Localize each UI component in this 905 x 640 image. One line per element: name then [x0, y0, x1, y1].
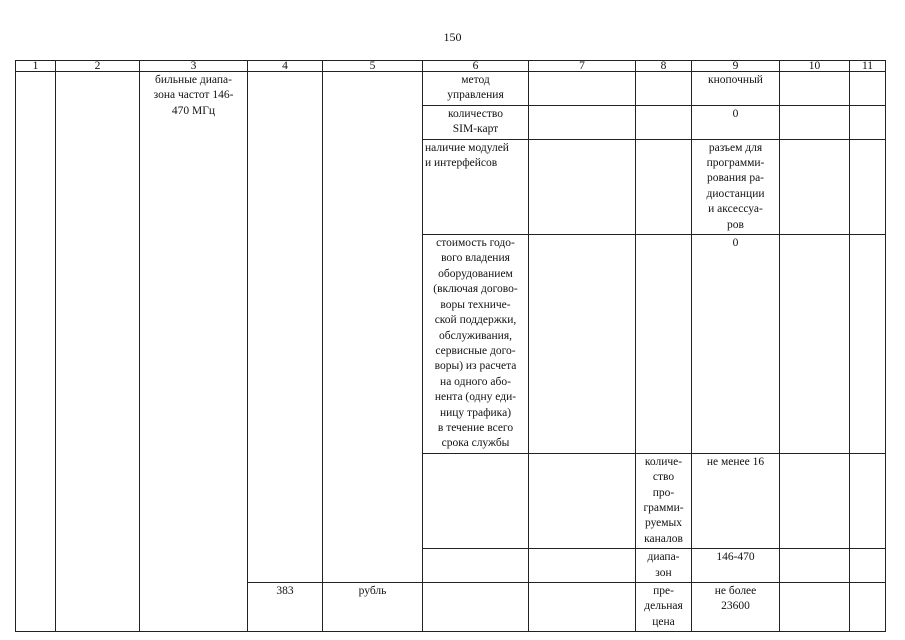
- empty-cell: [423, 453, 529, 548]
- empty-cell: [529, 453, 636, 548]
- characteristic-cell: стоимость годо- вого владения оборудованием (включая догово- воры техниче- ской поддержки, обслуживания, сервисные дого- воры) из расчета на одного або- нента (одну еди- ницу трафика) в течение всего срока службы: [423, 235, 529, 454]
- value-cell: кнопочный: [692, 72, 780, 106]
- column-number: 9: [692, 61, 780, 72]
- empty-cell: [780, 453, 850, 548]
- empty-cell: [636, 105, 692, 139]
- column-number: 8: [636, 61, 692, 72]
- empty-cell: [780, 235, 850, 454]
- empty-cell: [780, 105, 850, 139]
- table-row: [16, 72, 886, 106]
- column-number: 7: [529, 61, 636, 72]
- empty-cell: [636, 235, 692, 454]
- empty-cell: [850, 105, 886, 139]
- empty-cell: [850, 235, 886, 454]
- empty-cell: [850, 453, 886, 548]
- empty-cell: [529, 72, 636, 106]
- characteristic-cell: количество SIM-карт: [423, 105, 529, 139]
- empty-cell: [529, 235, 636, 454]
- item-name-cell: бильные диапа- зона частот 146- 470 МГц: [140, 72, 248, 632]
- code-cell: 383: [248, 583, 323, 632]
- empty-cell: [850, 72, 886, 106]
- requirement-cell: количе- ство про- грамми- руемых каналов: [636, 453, 692, 548]
- empty-cell: [780, 583, 850, 632]
- column-number: 11: [850, 61, 886, 72]
- column-number: 2: [56, 61, 140, 72]
- page-number: 150: [443, 30, 462, 44]
- empty-cell: [780, 72, 850, 106]
- column-number: 3: [140, 61, 248, 72]
- characteristic-cell: наличие модулей и интерфейсов: [423, 139, 529, 234]
- value-cell: не менее 16: [692, 453, 780, 548]
- value-cell: разъем для программи- рования ра- диостанции и аксессуа- ров: [692, 139, 780, 234]
- value-cell: 0: [692, 105, 780, 139]
- unit-cell: [323, 72, 423, 583]
- value-cell: 146-470: [692, 549, 780, 583]
- empty-cell: [423, 549, 529, 583]
- requirement-cell: пре- дельная цена: [636, 583, 692, 632]
- column-number: 5: [323, 61, 423, 72]
- okpd-cell: [248, 72, 323, 583]
- value-cell: 0: [692, 235, 780, 454]
- empty-cell: [529, 583, 636, 632]
- column-number-row: [16, 61, 886, 72]
- empty-cell: [780, 549, 850, 583]
- empty-cell: [529, 549, 636, 583]
- empty-cell: [780, 139, 850, 234]
- empty-cell: [850, 583, 886, 632]
- column-number: 1: [16, 61, 56, 72]
- column-number: 4: [248, 61, 323, 72]
- requirement-cell: диапа- зон: [636, 549, 692, 583]
- item-code-cell: [56, 72, 140, 632]
- specification-table: [15, 60, 886, 632]
- empty-cell: [529, 139, 636, 234]
- empty-cell: [636, 139, 692, 234]
- column-number: 10: [780, 61, 850, 72]
- item-number-cell: [16, 72, 56, 632]
- empty-cell: [636, 72, 692, 106]
- value-cell: не более 23600: [692, 583, 780, 632]
- column-number: 6: [423, 61, 529, 72]
- empty-cell: [850, 549, 886, 583]
- empty-cell: [850, 139, 886, 234]
- unit-cell: рубль: [323, 583, 423, 632]
- empty-cell: [423, 583, 529, 632]
- characteristic-cell: метод управления: [423, 72, 529, 106]
- empty-cell: [529, 105, 636, 139]
